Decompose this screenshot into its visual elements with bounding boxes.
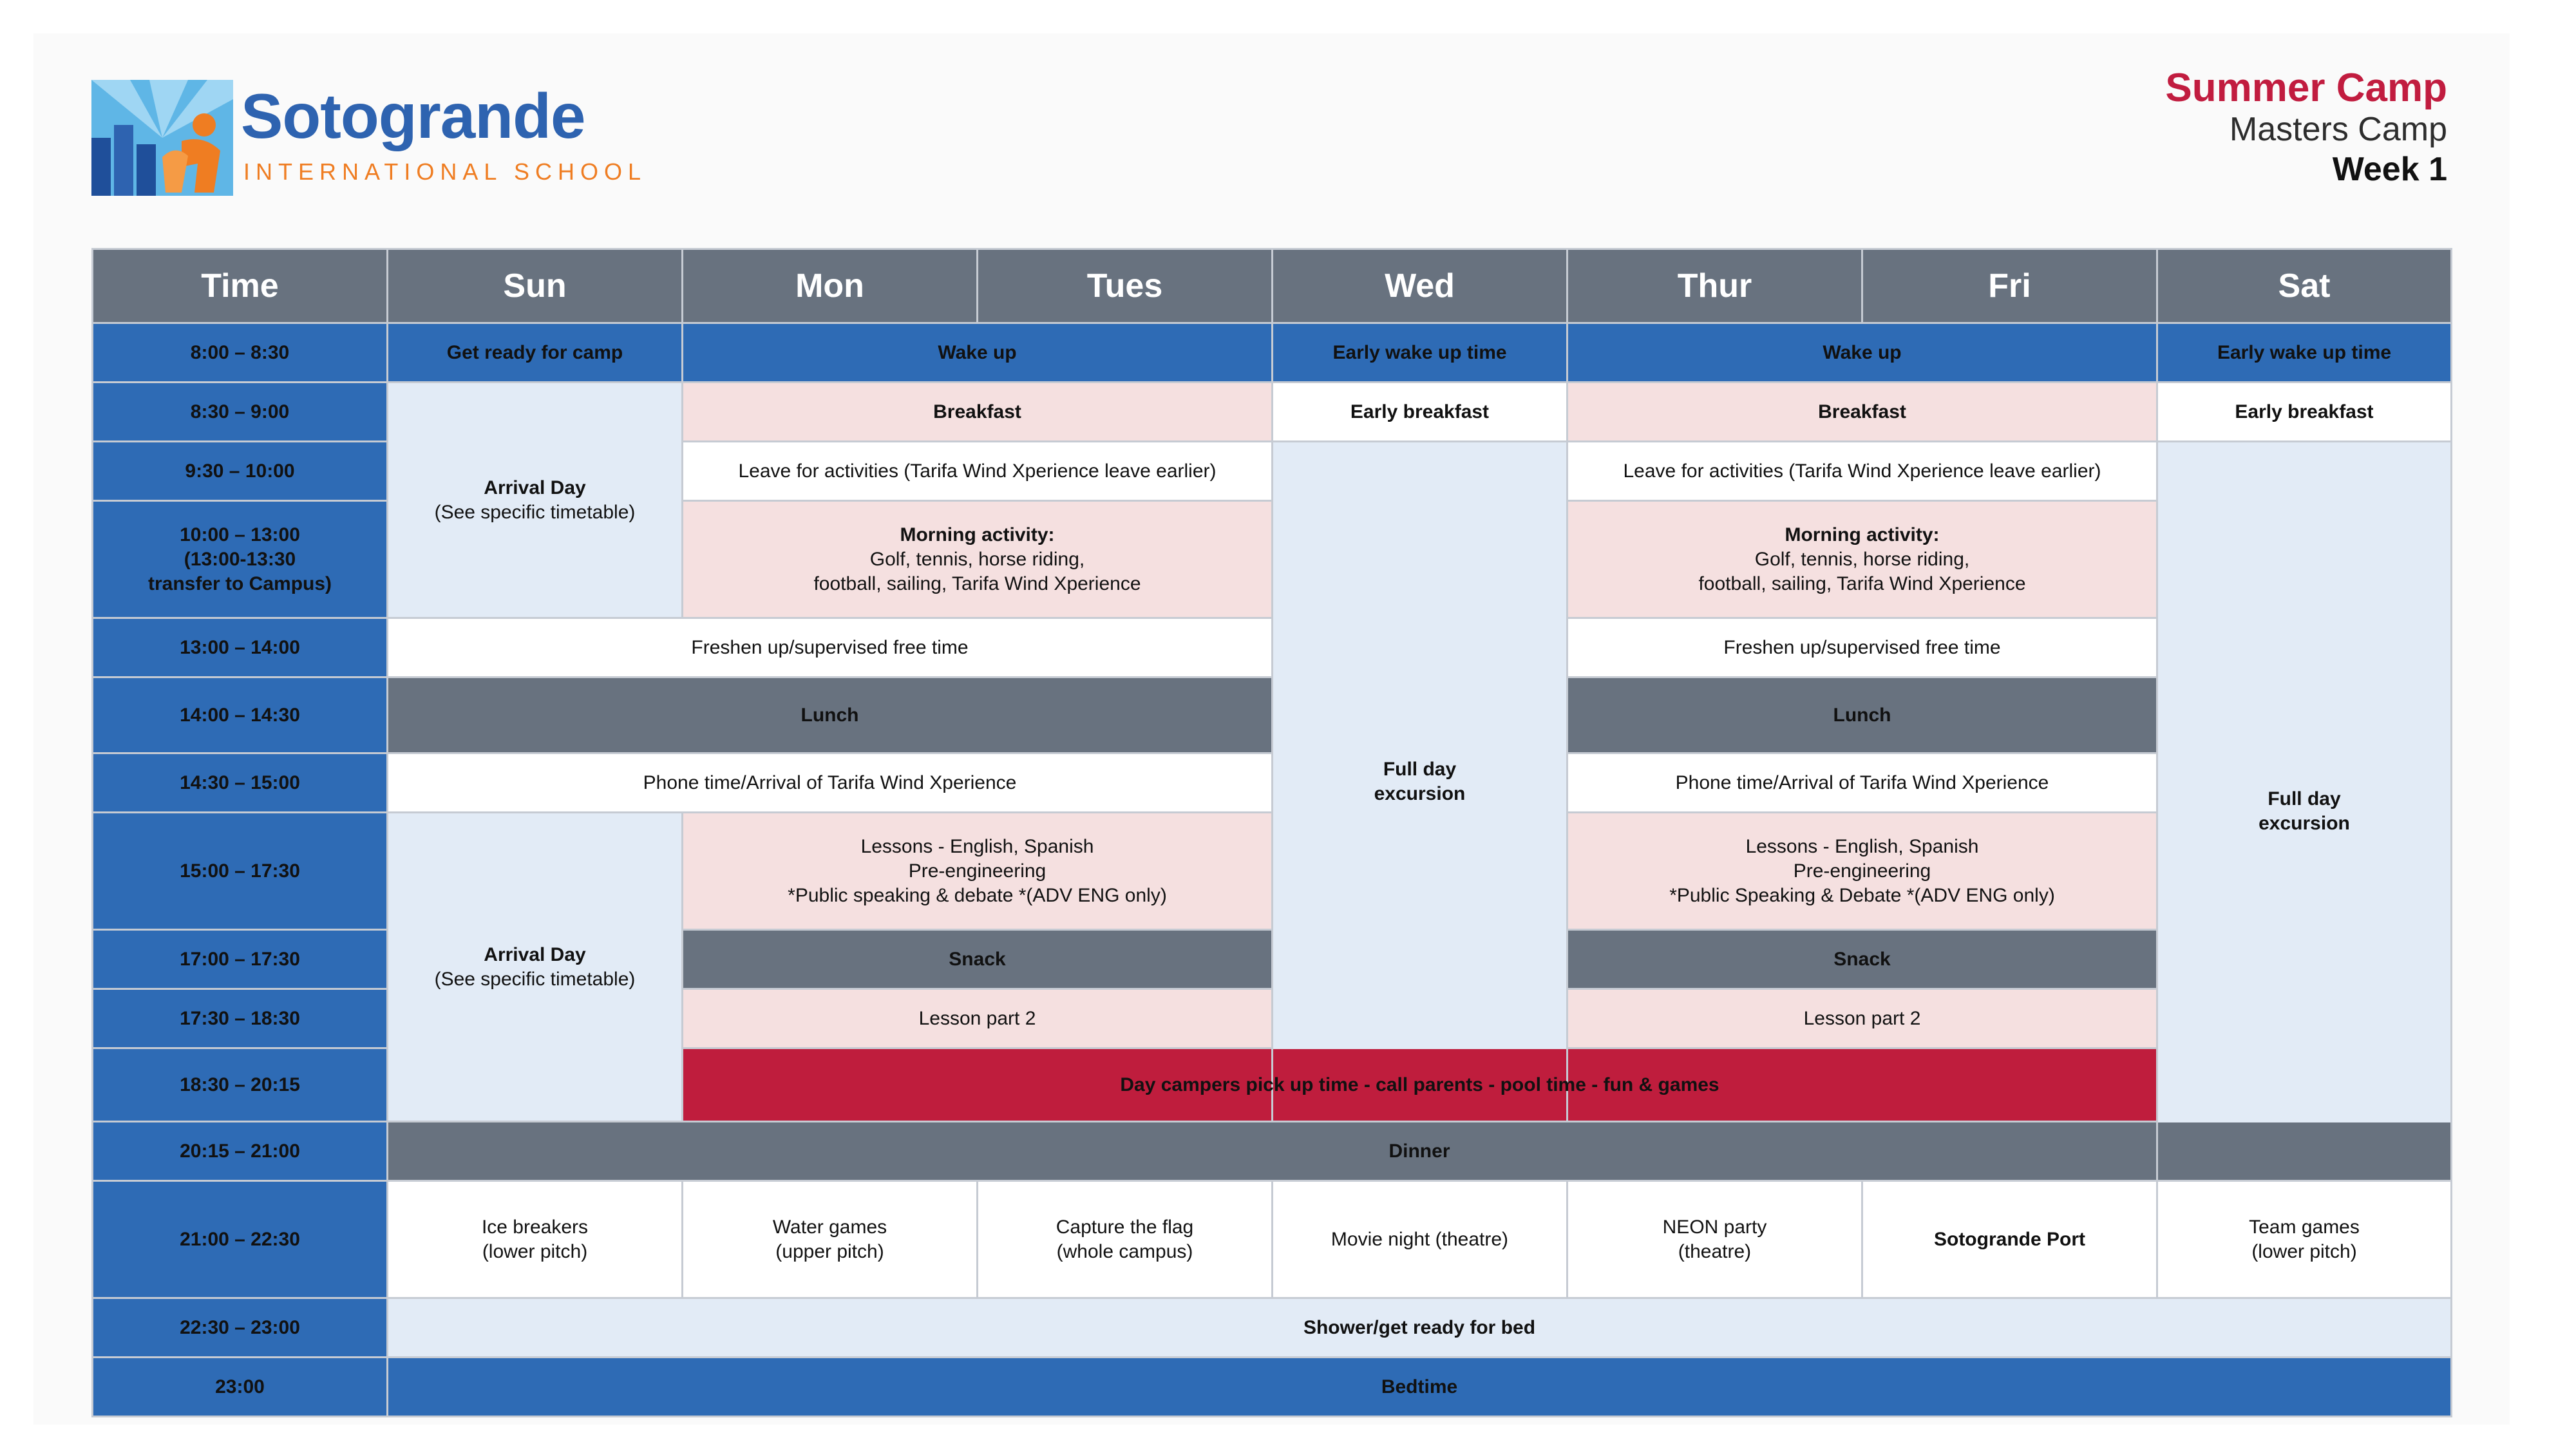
arrival-day-note: (See specific timetable)	[434, 501, 636, 523]
arrival-day-note: (See specific timetable)	[434, 968, 636, 990]
school-logo-icon	[91, 80, 233, 196]
header-tues: Tues	[978, 249, 1273, 323]
cell-evening-mon: Water games (upper pitch)	[683, 1181, 978, 1298]
time-cell: 17:30 – 18:30	[93, 989, 388, 1048]
header-fri: Fri	[1862, 249, 2157, 323]
cell-evening-tues: Capture the flag (whole campus)	[978, 1181, 1273, 1298]
cell-lunch: Lunch	[1567, 677, 2157, 753]
cell-full-day-excursion: Full day excursion	[1273, 442, 1567, 1122]
cell-evening-sun: Ice breakers (lower pitch)	[388, 1181, 683, 1298]
table-row	[93, 1181, 2452, 1298]
morning-activity-title: Morning activity:	[1785, 524, 1940, 545]
header-sun: Sun	[388, 249, 683, 323]
arrival-day-title: Arrival Day	[484, 477, 586, 498]
cell-early-wake-up: Early wake up time	[1273, 323, 1567, 383]
cell-shower: Shower/get ready for bed	[388, 1298, 2452, 1358]
table-row	[93, 1122, 2452, 1181]
time-cell: 10:00 – 13:00 (13:00-13:30 transfer to Campus)	[93, 501, 388, 618]
timetable	[91, 248, 2452, 1417]
time-cell: 14:00 – 14:30	[93, 677, 388, 753]
cell-early-breakfast: Early breakfast	[2157, 383, 2452, 442]
table-row	[93, 677, 2452, 753]
cell-snack: Snack	[1567, 930, 2157, 989]
time-cell: 18:30 – 20:15	[93, 1048, 388, 1122]
cell-morning-activity	[683, 501, 1273, 618]
arrival-day-title: Arrival Day	[484, 943, 586, 965]
table-row	[93, 1298, 2452, 1358]
cell-leave-activities: Leave for activities (Tarifa Wind Xperience leave earlier)	[683, 442, 1273, 501]
cell-lessons: Lessons - English, Spanish Pre-engineering *Public Speaking & Debate *(ADV ENG only)	[1567, 813, 2157, 930]
cell-breakfast: Breakfast	[683, 383, 1273, 442]
cell-breakfast: Breakfast	[1567, 383, 2157, 442]
cell-dinner: Dinner	[388, 1122, 2452, 1181]
time-cell: 20:15 – 21:00	[93, 1122, 388, 1181]
table-row	[93, 618, 2452, 677]
cell-wake-up: Wake up	[1567, 323, 2157, 383]
cell-early-breakfast: Early breakfast	[1273, 383, 1567, 442]
week-label: Week 1	[2332, 151, 2447, 188]
cell-freshen-up: Freshen up/supervised free time	[1567, 618, 2157, 677]
cell-evening-thur: NEON party (theatre)	[1567, 1181, 1862, 1298]
cell-bedtime: Bedtime	[388, 1358, 2452, 1417]
time-cell: 13:00 – 14:00	[93, 618, 388, 677]
table-row	[93, 383, 2452, 442]
cell-lesson-part-2: Lesson part 2	[1567, 989, 2157, 1048]
header-row	[93, 249, 2452, 323]
cell-evening-fri: Sotogrande Port	[1862, 1181, 2157, 1298]
header-sat: Sat	[2157, 249, 2452, 323]
camp-title: Summer Camp	[2165, 66, 2447, 110]
school-subtitle: INTERNATIONAL SCHOOL	[243, 158, 647, 185]
cell-day-campers-pickup: Day campers pick up time - call parents - pool time - fun & games	[683, 1048, 2157, 1122]
time-cell: 15:00 – 17:30	[93, 813, 388, 930]
table-row	[93, 753, 2452, 813]
cell-morning-activity	[1567, 501, 2157, 618]
header-wed: Wed	[1273, 249, 1567, 323]
morning-activity-list: Golf, tennis, horse riding, football, sailing, Tarifa Wind Xperience	[1698, 548, 2026, 594]
cell-lesson-part-2: Lesson part 2	[683, 989, 1273, 1048]
header-thur: Thur	[1567, 249, 1862, 323]
time-cell: 21:00 – 22:30	[93, 1181, 388, 1298]
cell-freshen-up: Freshen up/supervised free time	[388, 618, 1273, 677]
table-row	[93, 813, 2452, 930]
time-cell: 22:30 – 23:00	[93, 1298, 388, 1358]
cell-leave-activities: Leave for activities (Tarifa Wind Xperience leave earlier)	[1567, 442, 2157, 501]
school-logo	[91, 80, 647, 202]
cell-get-ready: Get ready for camp	[388, 323, 683, 383]
morning-activity-list: Golf, tennis, horse riding, football, sailing, Tarifa Wind Xperience	[813, 548, 1141, 594]
header-mon: Mon	[683, 249, 978, 323]
cell-lessons: Lessons - English, Spanish Pre-engineering *Public speaking & debate *(ADV ENG only)	[683, 813, 1273, 930]
header-time: Time	[93, 249, 388, 323]
morning-activity-title: Morning activity:	[900, 524, 1055, 545]
time-cell: 14:30 – 15:00	[93, 753, 388, 813]
cell-arrival-day	[388, 813, 683, 1122]
time-cell: 17:00 – 17:30	[93, 930, 388, 989]
cell-arrival-day	[388, 383, 683, 618]
cell-evening-sat: Team games (lower pitch)	[2157, 1181, 2452, 1298]
cell-evening-wed: Movie night (theatre)	[1273, 1181, 1567, 1298]
cell-snack: Snack	[683, 930, 1273, 989]
camp-subtitle: Masters Camp	[2229, 111, 2447, 148]
time-cell: 9:30 – 10:00	[93, 442, 388, 501]
time-cell: 23:00	[93, 1358, 388, 1417]
table-row	[93, 1358, 2452, 1417]
time-cell: 8:30 – 9:00	[93, 383, 388, 442]
table-row	[93, 323, 2452, 383]
cell-phone-time: Phone time/Arrival of Tarifa Wind Xperience	[1567, 753, 2157, 813]
school-name: Sotogrande	[241, 80, 585, 151]
title-block	[2165, 67, 2447, 189]
cell-full-day-excursion: Full day excursion	[2157, 442, 2452, 1181]
cell-lunch: Lunch	[388, 677, 1273, 753]
cell-wake-up: Wake up	[683, 323, 1273, 383]
cell-early-wake-up: Early wake up time	[2157, 323, 2452, 383]
cell-phone-time: Phone time/Arrival of Tarifa Wind Xperience	[388, 753, 1273, 813]
time-cell: 8:00 – 8:30	[93, 323, 388, 383]
